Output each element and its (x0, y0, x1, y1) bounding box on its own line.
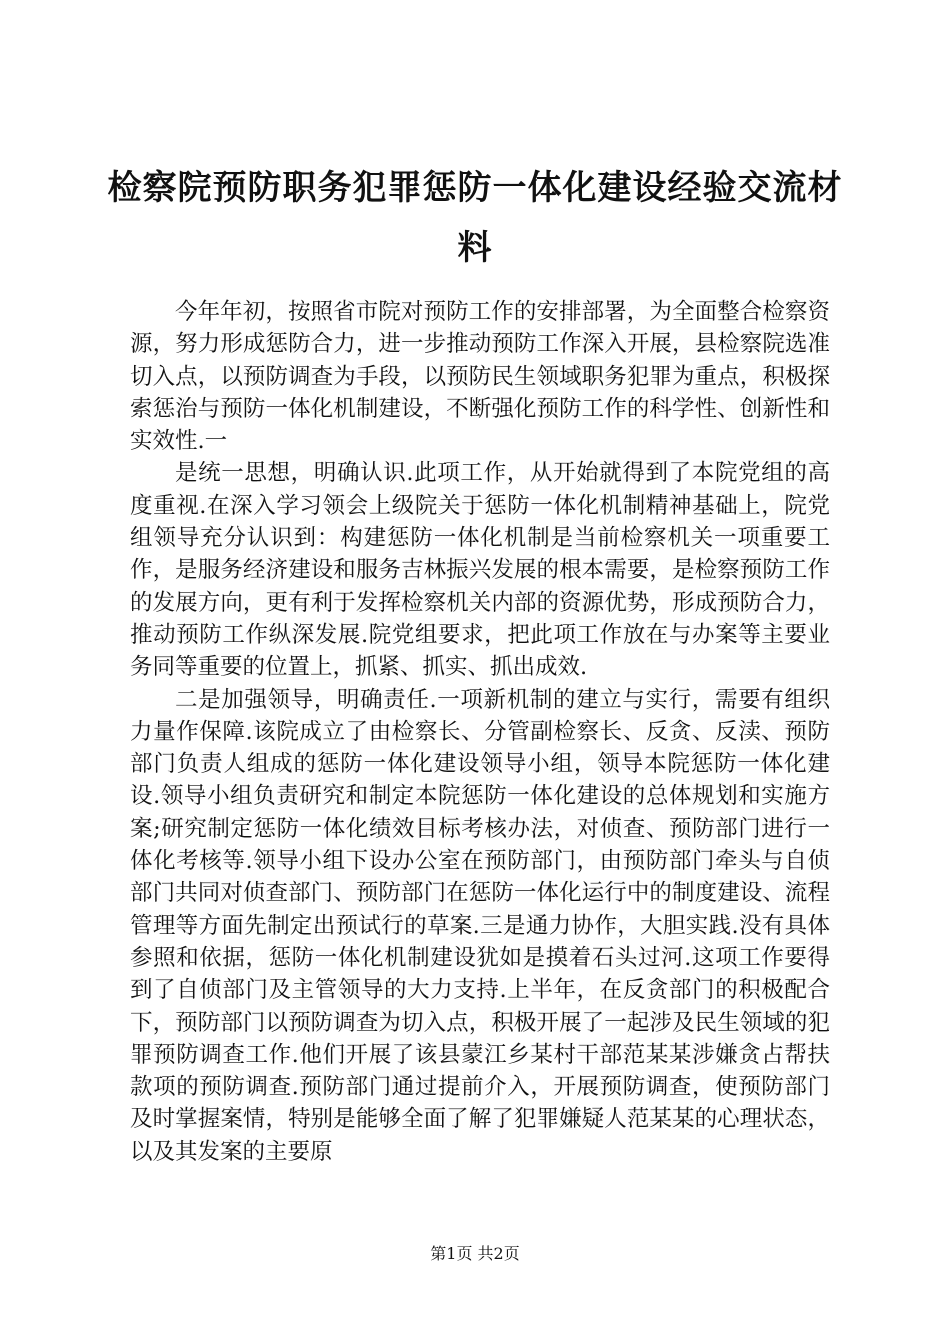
paragraph-intro: 今年年初，按照省市院对预防工作的安排部署，为全面整合检察资源，努力形成惩防合力，进一步推动预防工作深入开展，县检察院选准切入点，以预防调查为手段，以预防民生领域职务犯罪为重点，积极探索惩治与预防一体化机制建设，不断强化预防工作的科学性、创新性和实效性.一 (130, 299, 830, 455)
paragraph-strengthen-leadership: 二是加强领导，明确责任.一项新机制的建立与实行，需要有组织力量作保障.该院成立了由检察长、分管副检察长、反贪、反渎、预防部门负责人组成的惩防一体化建设领导小组，领导本院惩防一体化建设.领导小组负责研究和制定本院惩防一体化建设的总体规划和实施方案;研究制定惩防一体化绩效目标考核办法，对侦查、预防部门进行一体化考核等.领导小组下设办公室在预防部门，由预防部门牵头与自侦部门共同对侦查部门、预防部门在惩防一体化运行中的制度建设、流程管理等方面先制定出预试行的草案.三是通力协作，大胆实践.没有具体参照和依据，惩防一体化机制建设犹如是摸着石头过河.这项工作要得到了自侦部门及主管领导的大力支持.上半年，在反贪部门的积极配合下，预防部门以预防调查为切入点，积极开展了一起涉及民生领域的犯罪预防调查工作.他们开展了该县蒙江乡某村干部范某某涉嫌贪占帮扶款项的预防调查.预防部门通过提前介入，开展预防调查，使预防部门及时掌握案情，特别是能够全面了解了犯罪嫌疑人范某某的心理状态，以及其发案的主要原 (130, 686, 830, 1165)
paragraph-unify-thinking: 是统一思想，明确认识.此项工作，从开始就得到了本院党组的高度重视.在深入学习领会上级院关于惩防一体化机制精神基础上，院党组领导充分认识到：构建惩防一体化机制是当前检察机关一项重要工作，是服务经济建设和服务吉林振兴发展的根本需要，是检察预防工作的发展方向，更有利于发挥检察机关内部的资源优势，形成预防合力，推动预防工作纵深发展.院党组要求，把此项工作放在与办案等主要业务同等重要的位置上，抓紧、抓实、抓出成效. (130, 460, 830, 681)
page-number-footer: 第1页 共2页 (430, 1244, 520, 1263)
document-title: 检察院预防职务犯罪惩防一体化建设经验交流材料 (107, 168, 843, 268)
document-body (130, 296, 830, 1168)
